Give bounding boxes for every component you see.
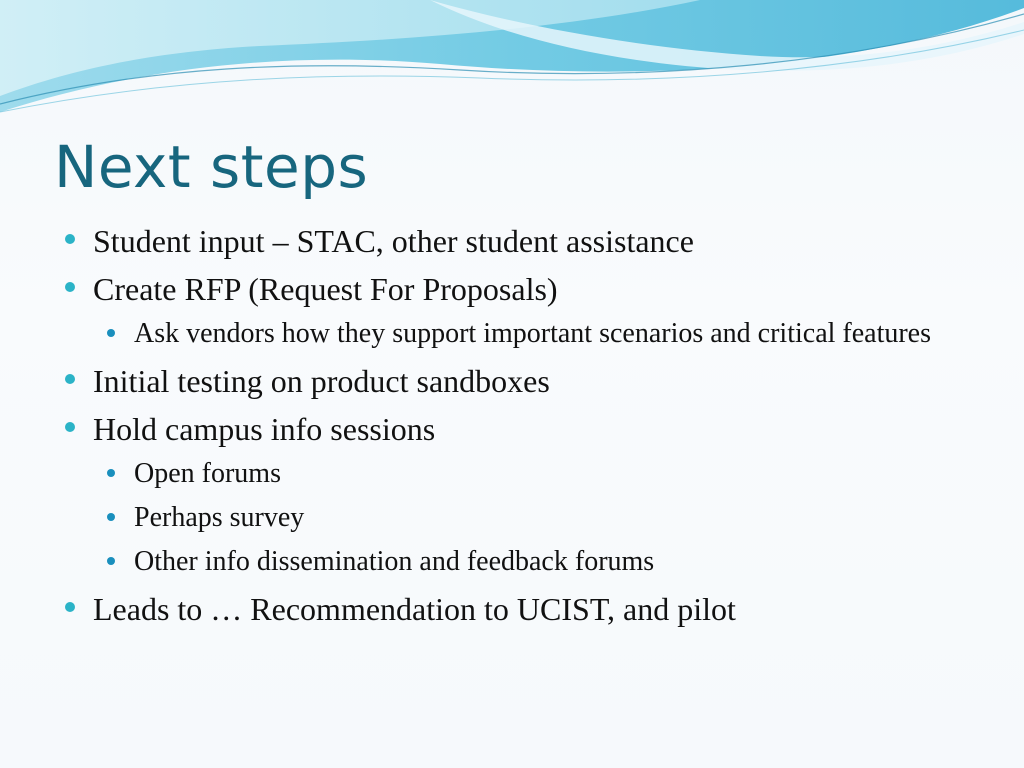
sub-bullet-text: Ask vendors how they support important scenarios and critical features	[134, 318, 932, 349]
sub-bullet-dot-icon	[107, 329, 115, 337]
bullet-dot-icon	[65, 374, 75, 384]
sub-bullet-item	[104, 316, 962, 352]
bullet-item	[62, 220, 962, 262]
bullet-text: Leads to … Recommendation to UCIST, and pilot	[93, 591, 736, 627]
bullet-text: Student input – STAC, other student assistance	[93, 223, 694, 259]
bullet-list	[62, 220, 962, 636]
sub-bullet-text: Perhaps survey	[134, 502, 305, 533]
bullet-dot-icon	[65, 602, 75, 612]
sub-bullet-item	[104, 544, 962, 580]
sub-bullet-item	[104, 456, 962, 492]
sub-bullet-item	[104, 500, 962, 536]
bullet-item	[62, 268, 962, 310]
header-wave-decoration	[0, 0, 1024, 130]
bullet-dot-icon	[65, 234, 75, 244]
page-title: Next steps	[54, 133, 369, 201]
bullet-dot-icon	[65, 422, 75, 432]
sub-bullet-dot-icon	[107, 513, 115, 521]
bullet-dot-icon	[65, 282, 75, 292]
bullet-text: Hold campus info sessions	[93, 411, 436, 447]
bullet-text: Create RFP (Request For Proposals)	[93, 271, 558, 307]
sub-bullet-text: Open forums	[134, 458, 281, 489]
sub-bullet-dot-icon	[107, 469, 115, 477]
bullet-item	[62, 360, 962, 402]
bullet-item	[62, 588, 962, 630]
bullet-text: Initial testing on product sandboxes	[93, 363, 550, 399]
bullet-item	[62, 408, 962, 450]
sub-bullet-dot-icon	[107, 557, 115, 565]
sub-bullet-text: Other info dissemination and feedback forums	[134, 546, 655, 577]
